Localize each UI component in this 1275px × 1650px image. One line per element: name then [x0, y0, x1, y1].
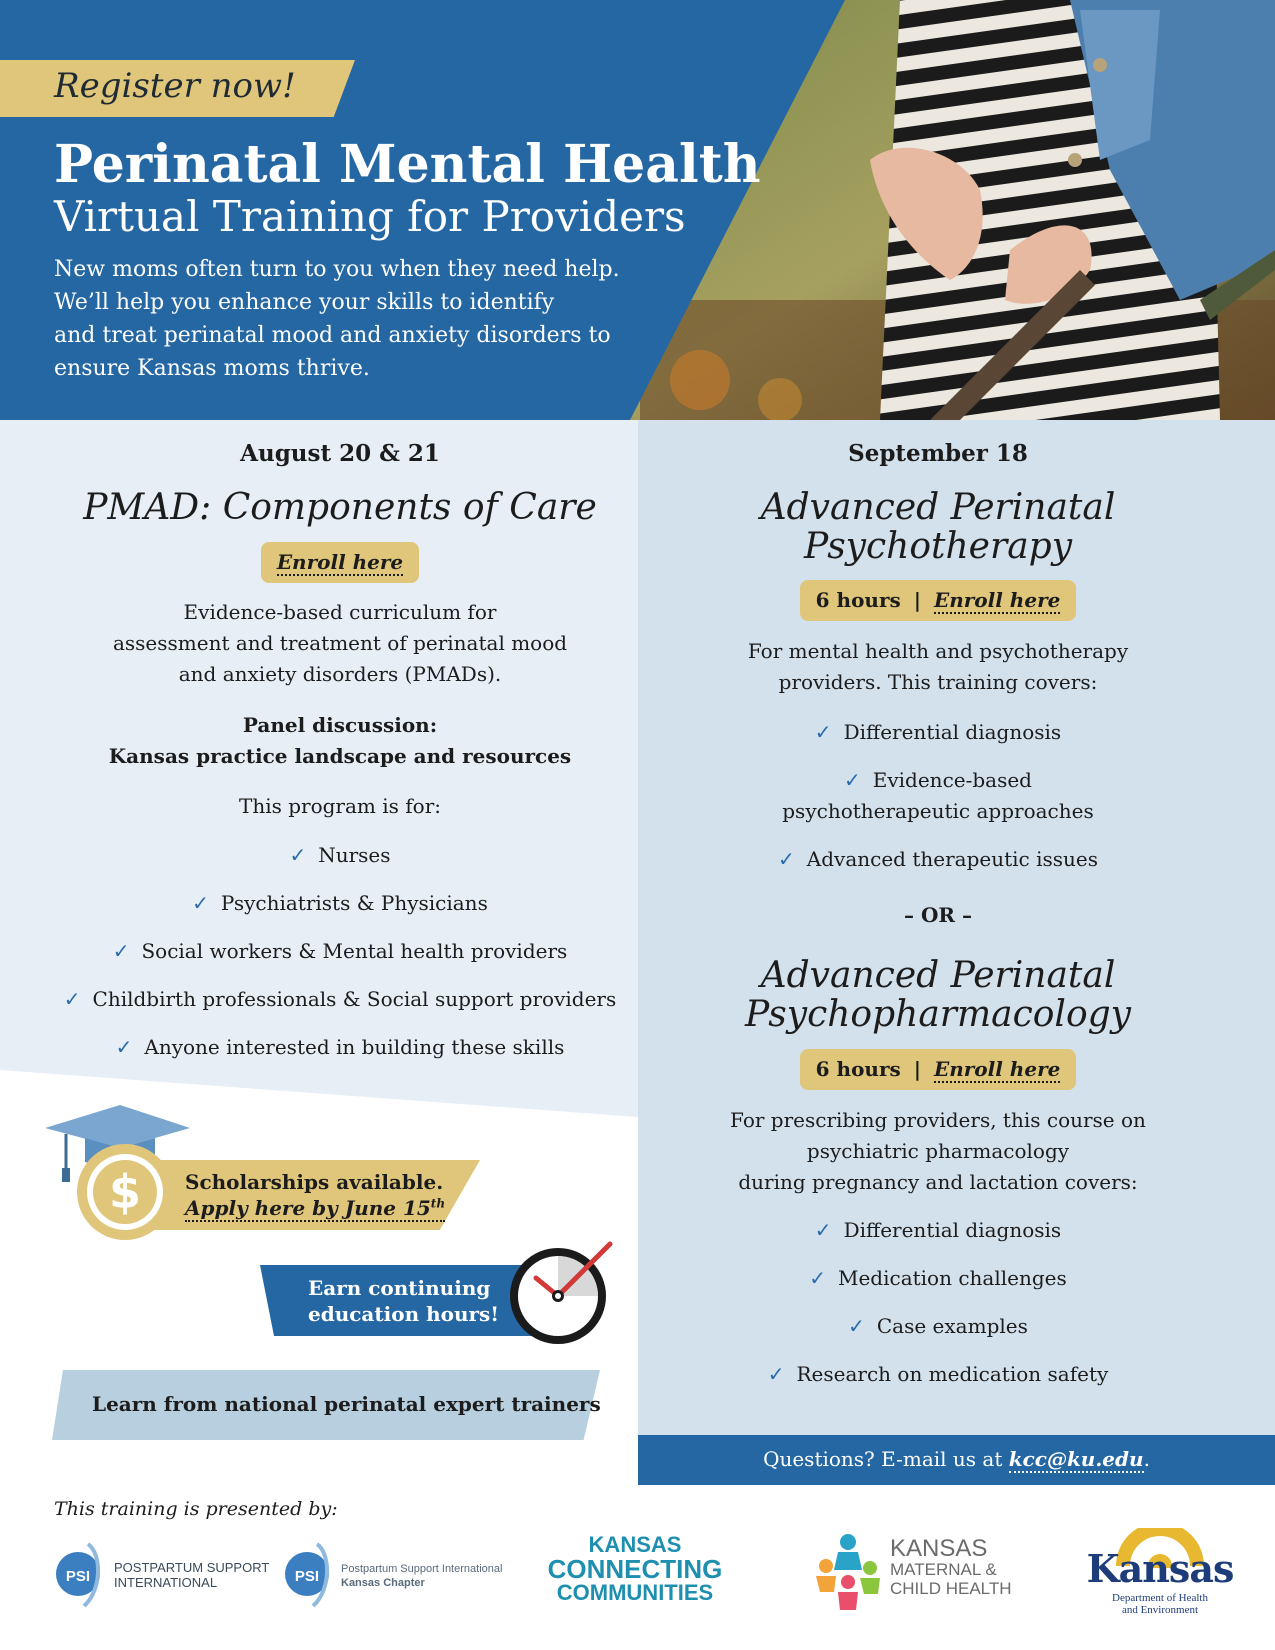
check-icon: ✓ — [814, 1218, 832, 1242]
course1-title: Advanced Perinatal Psychotherapy — [760, 487, 1116, 567]
check-icon: ✓ — [778, 847, 795, 871]
course1-item-continued: psychotherapeutic approaches — [782, 799, 1094, 823]
kdhe-logo — [1085, 1528, 1235, 1618]
email-link[interactable]: kcc@ku.edu — [1008, 1447, 1144, 1471]
psi-logo-text: POSTPARTUM SUPPORT INTERNATIONAL — [114, 1560, 270, 1590]
course1-item: ✓ Evidence-based — [843, 768, 1032, 792]
program-for-label: This program is for: — [238, 794, 441, 818]
course1-description: For mental health and psychotherapy providers. This training covers: — [747, 639, 1129, 694]
left-course-title: PMAD: Components of Care — [83, 487, 597, 528]
scholarship-title: Scholarships available. — [185, 1170, 444, 1194]
svg-text:$: $ — [108, 1165, 142, 1219]
check-icon: ✓ — [63, 987, 81, 1011]
check-icon: ✓ — [289, 843, 307, 867]
check-icon: ✓ — [843, 768, 861, 792]
left-description: Evidence-based curriculum for assessment and treatment of perinatal mood and anxiety disorders (PMADs). — [112, 600, 568, 686]
course2-item: ✓ Case examples — [848, 1314, 1028, 1338]
kdhe-subtext: Department of Health and Environment — [1112, 1592, 1208, 1616]
check-icon: ✓ — [848, 1314, 865, 1338]
enroll-link[interactable]: Enroll here — [276, 550, 404, 574]
audience-item: ✓ Anyone interested in building these skills — [115, 1035, 565, 1059]
or-divider: – OR – — [904, 903, 972, 927]
continuing-education-text: Earn continuing education hours! — [308, 1276, 500, 1326]
kmch-logo-text: KANSAS MATERNAL & CHILD HEALTH — [890, 1535, 1012, 1598]
course2-title: Advanced Perinatal Psychopharmacology — [745, 955, 1131, 1035]
course2-item: ✓ Research on medication safety — [767, 1362, 1109, 1386]
audience-item: ✓ Nurses — [289, 843, 391, 867]
left-enroll-pill — [0, 542, 680, 583]
panel-discussion: Panel discussion: Kansas practice landscape and resources — [108, 713, 572, 768]
scholarship-apply-link[interactable]: Apply here by June 15th — [185, 1196, 446, 1220]
audience-item: ✓ Social workers & Mental health providers — [112, 939, 568, 963]
kansas-connecting-communities-logo: KANSAS CONNECTING COMMUNITIES — [547, 1532, 723, 1605]
left-enroll-button[interactable] — [261, 542, 419, 583]
check-icon: ✓ — [767, 1362, 785, 1386]
kansas-wordmark: Kansas — [1086, 1546, 1234, 1591]
check-icon: ✓ — [192, 891, 209, 915]
course2-item: ✓ Medication challenges — [809, 1266, 1067, 1290]
psi-logo — [54, 1540, 270, 1610]
audience-item: ✓ Psychiatrists & Physicians — [192, 891, 488, 915]
hero-banner — [0, 0, 1275, 420]
clock-icon — [500, 1240, 620, 1350]
psi-emblem-icon — [54, 1540, 110, 1610]
learn-text: Learn from national perinatal expert trainers — [92, 1392, 601, 1416]
kansas-maternal-child-health-logo — [812, 1530, 1012, 1615]
intro-paragraph: New moms often turn to you when they need help. We’ll help you enhance your skills to identify and treat perinatal mood and anxiety disorders to ensure Kansas moms thrive. — [54, 257, 620, 381]
psi-emblem-icon — [283, 1540, 339, 1610]
course1-item: ✓ Advanced therapeutic issues — [778, 847, 1098, 871]
course2-item: ✓ Differential diagnosis — [814, 1218, 1062, 1242]
psi-kansas-chapter-logo — [283, 1540, 523, 1610]
right-date: September 18 — [848, 440, 1028, 467]
questions-text: Questions? E-mail us at kcc@ku.edu. — [763, 1447, 1150, 1471]
people-cluster-icon — [812, 1530, 887, 1615]
graduation-dollar-icon — [40, 1100, 200, 1240]
audience-item: ✓ Childbirth professionals & Social support providers — [63, 987, 617, 1011]
enroll-link[interactable]: Enroll here — [933, 1057, 1061, 1081]
enroll-link[interactable]: Enroll here — [933, 588, 1061, 612]
course2-enroll-button[interactable]: 6 hours | Enroll here — [800, 1049, 1077, 1090]
psi-badge-text: PSI — [294, 1568, 320, 1585]
page-subtitle: Virtual Training for Providers — [54, 192, 686, 241]
check-icon: ✓ — [814, 720, 832, 744]
left-date: August 20 & 21 — [240, 440, 440, 467]
course1-enroll-pill — [638, 580, 1238, 621]
check-icon: ✓ — [115, 1035, 133, 1059]
course1-enroll-button[interactable]: 6 hours | Enroll here — [800, 580, 1077, 621]
course2-description: For prescribing providers, this course on psychiatric pharmacology during pregnancy and lactation covers: — [730, 1108, 1146, 1194]
course2-enroll-pill — [638, 1049, 1238, 1090]
check-icon: ✓ — [112, 939, 130, 963]
psi-chapter-logo-text: Postpartum Support International Kansas Chapter — [341, 1563, 503, 1589]
register-now-text: Register now! — [54, 66, 296, 106]
psi-badge-text: PSI — [65, 1568, 91, 1585]
presented-by-label: This training is presented by: — [54, 1498, 338, 1520]
page-title: Perinatal Mental Health — [54, 134, 761, 195]
check-icon: ✓ — [809, 1266, 826, 1290]
course1-item: ✓ Differential diagnosis — [814, 720, 1062, 744]
